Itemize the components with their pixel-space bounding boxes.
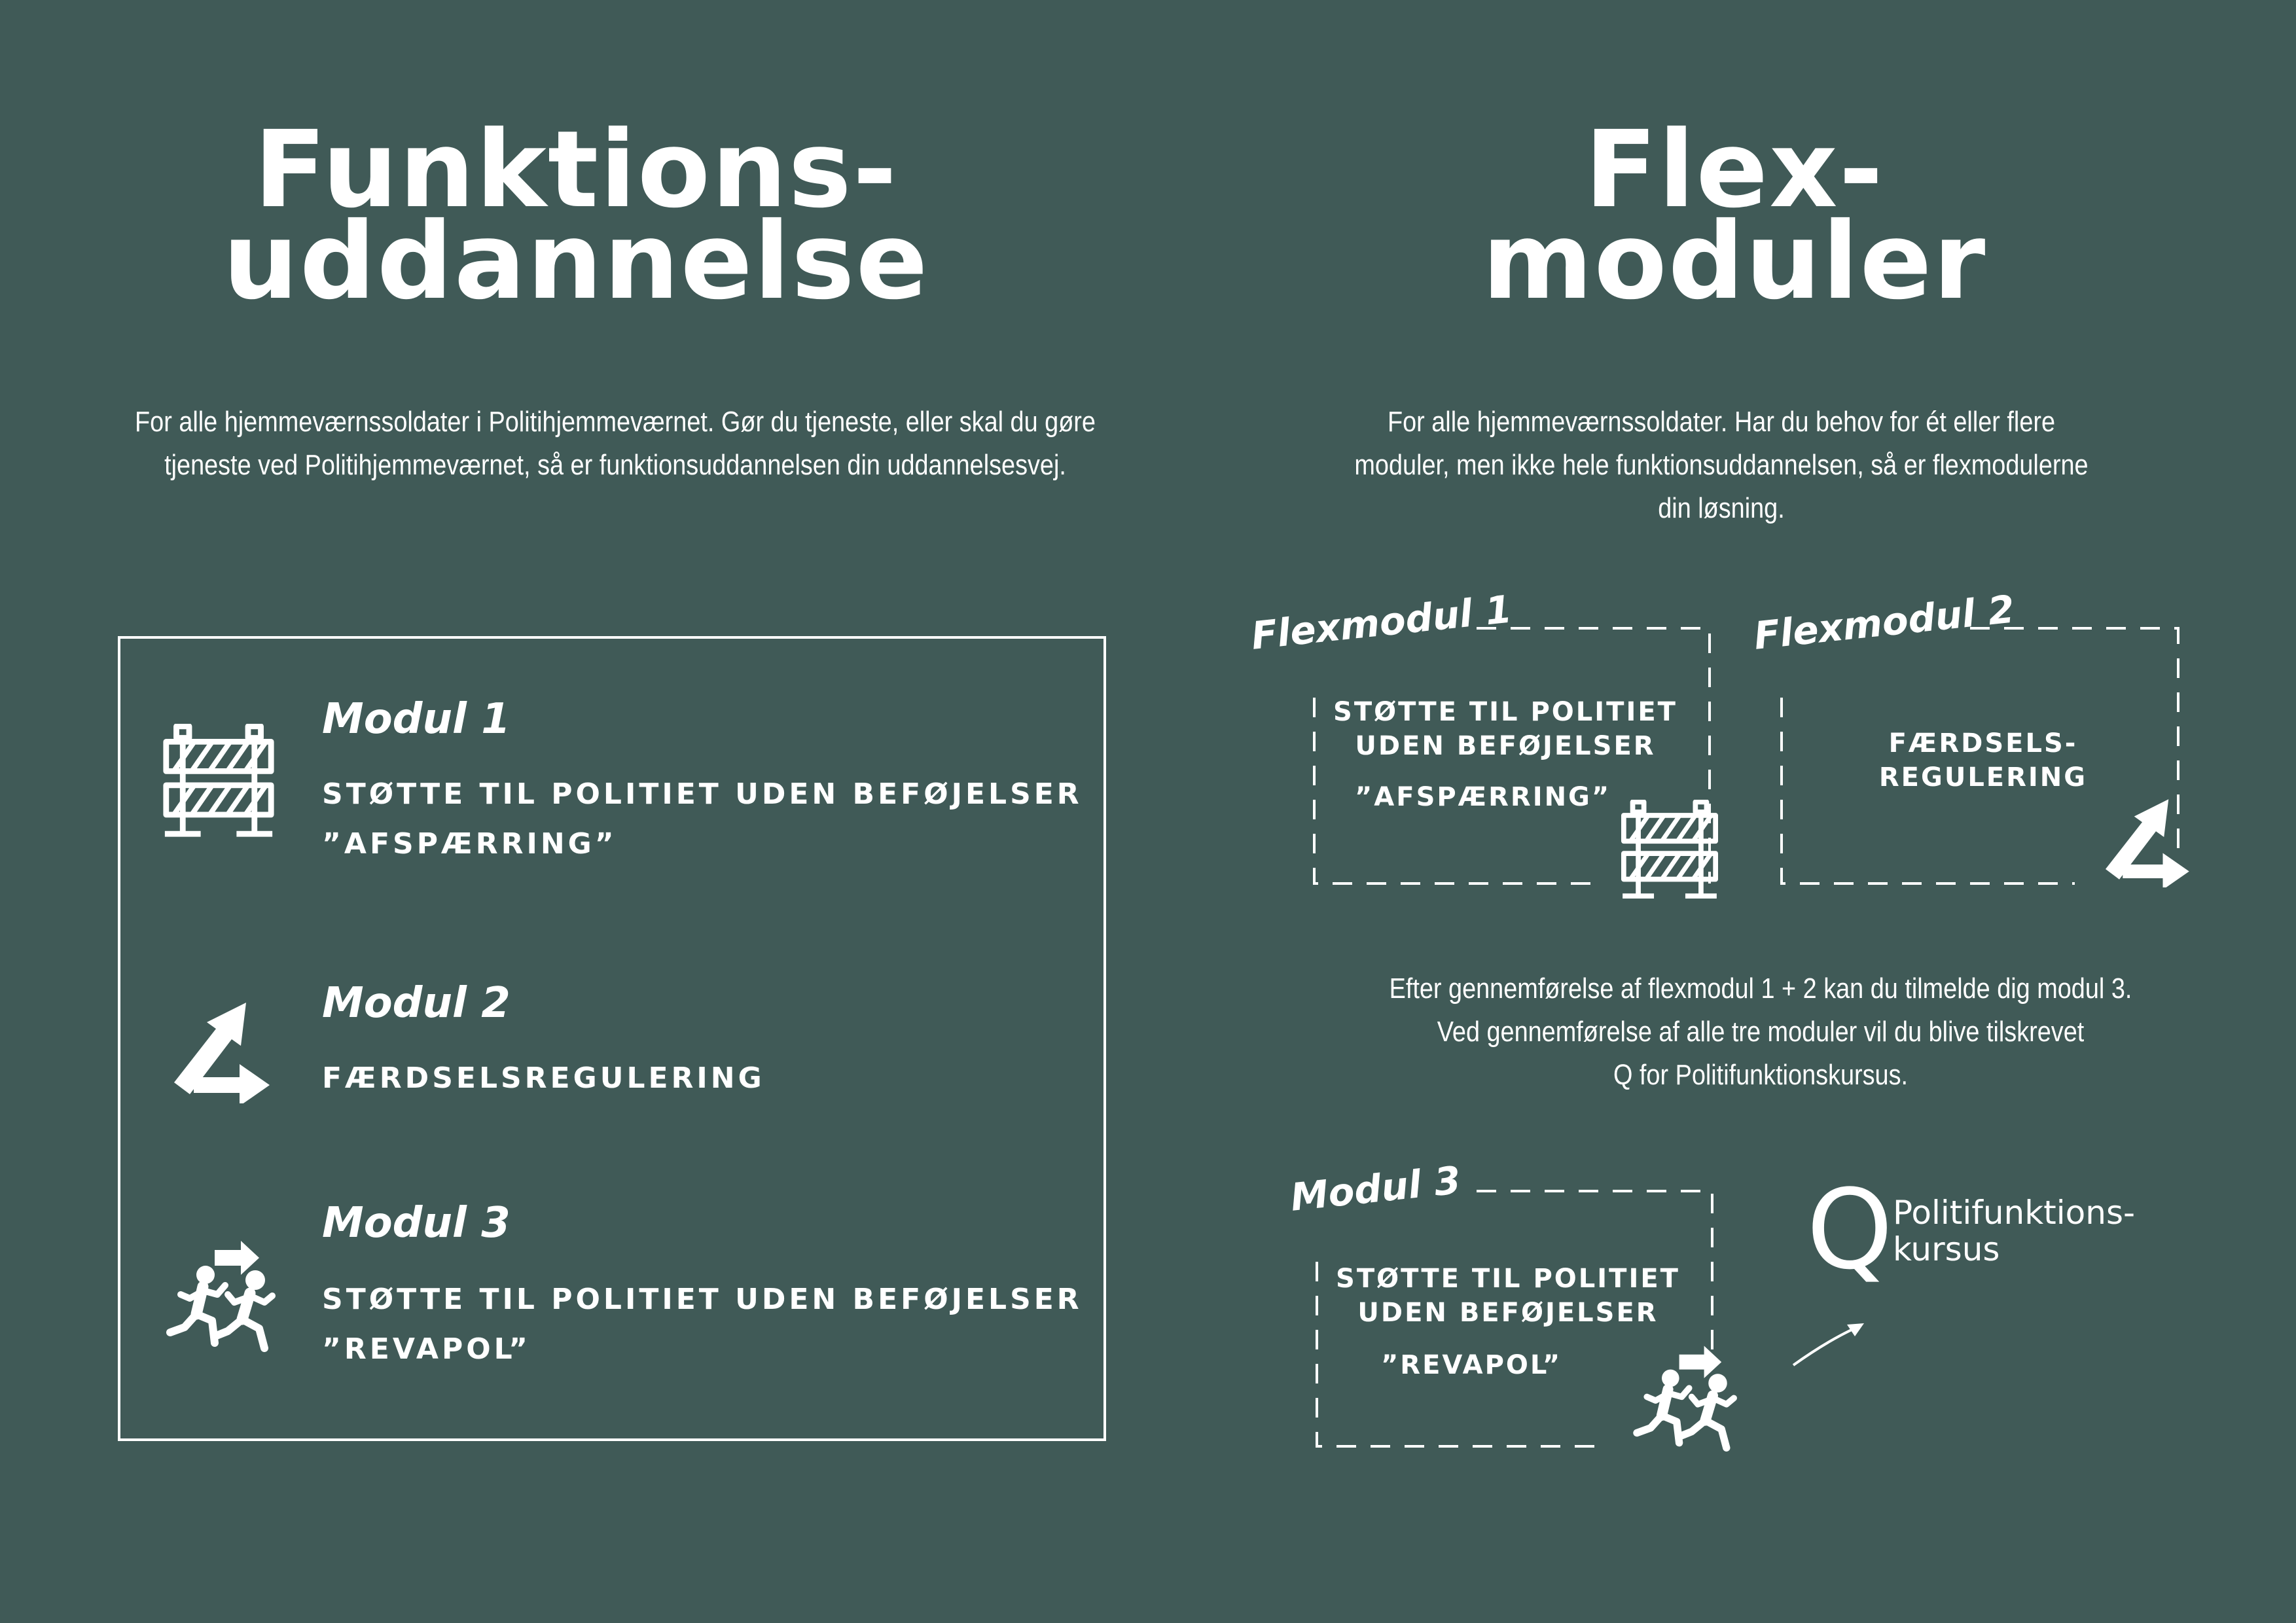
right-title-line1: Flex-	[1585, 109, 1884, 232]
modul-3-name: Modul 3	[1288, 1157, 1463, 1220]
module-3-line1: STØTTE TIL POLITIET UDEN BEFØJELSER	[322, 1283, 1083, 1316]
module-1-name: Modul 1	[322, 695, 511, 743]
pointer-arrow-icon	[1793, 1323, 1864, 1365]
flex-info-line3: Q for Politifunktionskursus.	[1613, 1059, 1909, 1091]
flexmodul-1-line1: STØTTE TIL POLITIET	[1333, 697, 1677, 727]
left-title-line1: Funktions-	[253, 109, 899, 232]
left-title-line2: uddannelse	[223, 200, 929, 323]
flex-info-line1: Efter gennemførelse af flexmodul 1 + 2 kan du tilmelde dig modul 3.	[1389, 972, 2132, 1005]
q-course-logo	[1806, 1166, 2173, 1296]
q-label-line2: kursus	[1893, 1230, 2000, 1268]
module-1-line1: STØTTE TIL POLITIET UDEN BEFØJELSER	[322, 777, 1083, 811]
right-intro: For alle hjemmeværnssoldater. Har du behov for ét eller flere moduler, men ikke hele funktionsuddannelsen, så er flexmodulerne din løsning.	[1354, 406, 2089, 524]
barricade-icon	[1619, 800, 1720, 901]
module-2-name: Modul 2	[322, 979, 511, 1027]
flexmodul-1-name: Flexmodul 1	[1249, 586, 1515, 658]
modul-3-line2: UDEN BEFØJELSER	[1357, 1298, 1659, 1328]
flex-info-line2: Ved gennemførelse af alle tre moduler vil du blive tilskrevet	[1437, 1016, 2085, 1048]
modul-3-text	[1325, 1262, 1691, 1330]
traffic-direction-icon	[2101, 796, 2193, 887]
left-intro: For alle hjemmeværnssoldater i Politihjemmeværnet. Gør du tjeneste, eller skal du gøre tjeneste ved Politihjemmeværnet, så er funktionsuddannelsen din uddannelsesvej.	[135, 406, 1096, 481]
right-title-line2: moduler	[1482, 200, 1987, 323]
flex-info-text	[1350, 967, 2172, 1097]
module-3-name: Modul 3	[322, 1199, 511, 1247]
flexmodul-1-line2: UDEN BEFØJELSER	[1355, 731, 1656, 761]
flexmodul-2-line2: REGULERING	[1878, 762, 2088, 793]
modul-3-line1: STØTTE TIL POLITIET	[1336, 1264, 1680, 1294]
q-letter: Q	[1806, 1166, 1893, 1294]
running-people-icon	[1624, 1327, 1749, 1452]
q-label-line1: Politifunktions-	[1893, 1194, 2136, 1232]
modul-3-line3: ”REVAPOL”	[1381, 1350, 1562, 1380]
module-2-line1: FÆRDSELSREGULERING	[322, 1061, 765, 1095]
module-1-line2: ”AFSPÆRRING”	[322, 827, 617, 861]
flexmodul-2-name: Flexmodul 2	[1751, 586, 2017, 658]
module-3-line2: ”REVAPOL”	[322, 1332, 531, 1366]
flexmodul-1-text	[1322, 695, 1689, 763]
flexmodul-2-text	[1820, 726, 2147, 794]
flexmodul-2-line1: FÆRDSELS-	[1888, 728, 2078, 758]
flexmodul-1-line3: ”AFSPÆRRING”	[1355, 782, 1611, 812]
